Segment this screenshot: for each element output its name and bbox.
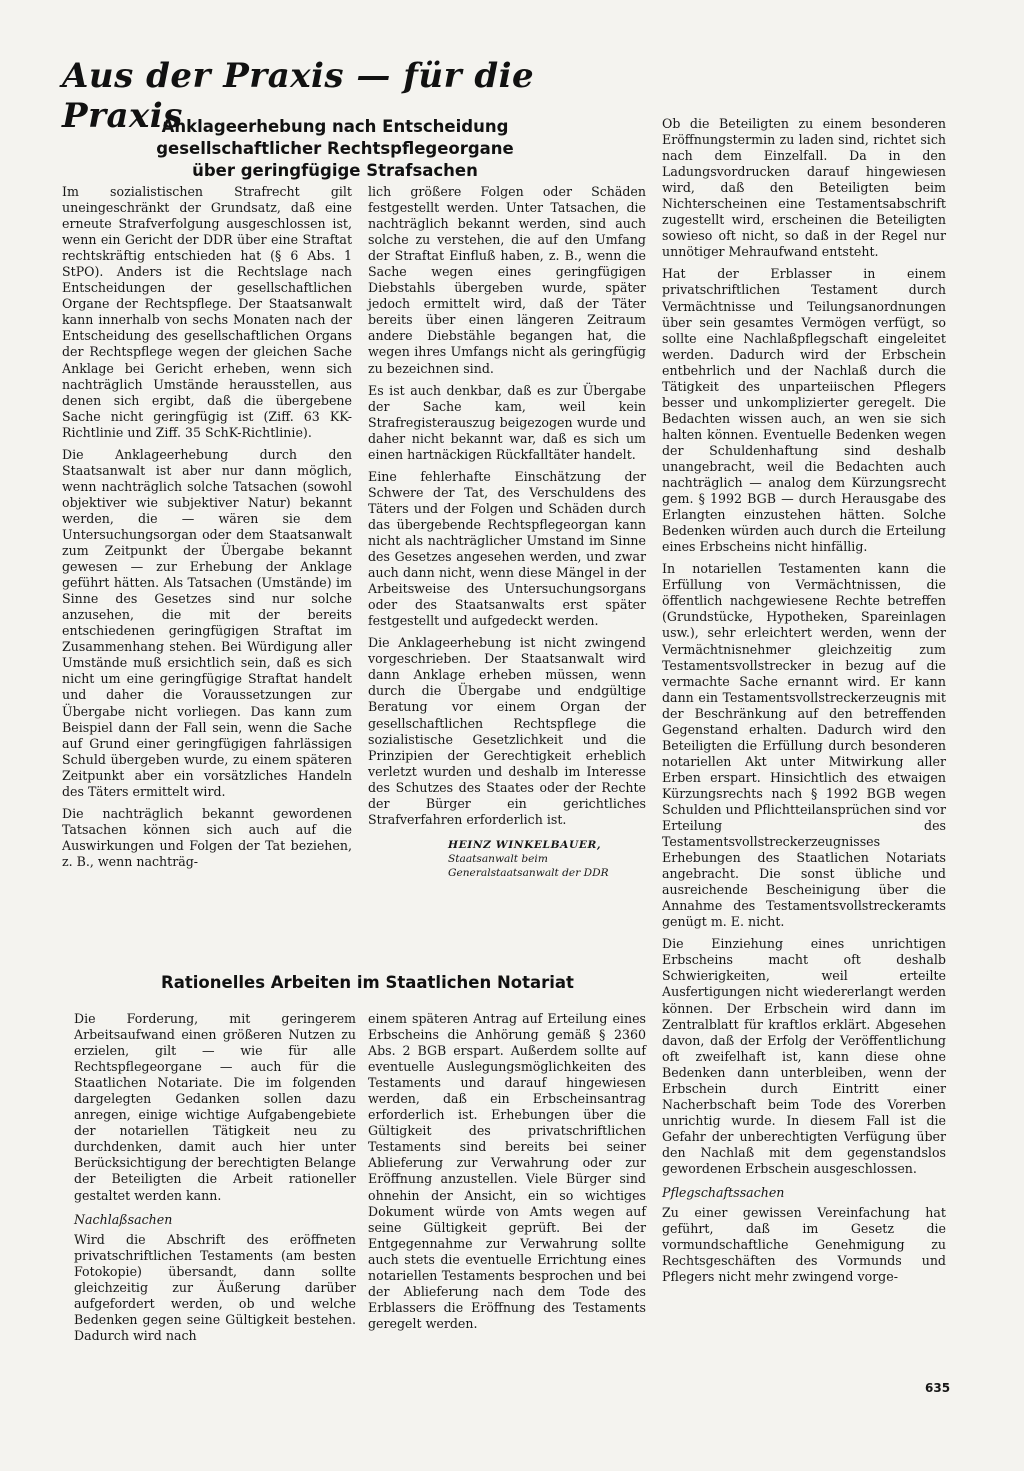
author-affiliation: Generalstaatsanwalt der DDR <box>448 866 609 879</box>
paragraph: In notariellen Testamenten kann die Erfüllung von Vermächtnissen, die öffentlich nachgewiesene Rechte betreffen (Grundstücke, Hypotheken, Spareinlagen usw.), sehr erleichtert werden, wenn der Vermächtnisnehmer gleichzeitig zum Testamentsvollstrecker in bezug auf die vermachte Sache ernannt wird. Er kann dann ein Testamentsvollstreckerzeugnis mit der Beschränkung auf den betreffenden Gegenstand erhalten. Dadurch wird den Beteiligten die Erfüllung durch besonderen notariellen Akt unter Mitwirkung aller Erben erspart. Hinsichtlich des etwaigen Kürzungsrechts nach § 1992 BGB wegen Schulden und Pflichtteilansprüchen sind vor Erteilung des Testamentsvollstreckerzeugnisses Erhebungen des Staatlichen Notariats angebracht. Die sonst übliche und ausreichende Bescheinigung über die Annahme des Testamentsvollstreckeramts genügt m. E. nicht. <box>662 561 946 930</box>
article1-heading-line: über geringfügige Strafsachen <box>192 161 478 180</box>
page-number: 635 <box>925 1381 951 1395</box>
paragraph: Eine fehlerhafte Einschätzung der Schwere der Tat, des Verschuldens des Täters und der Folgen und Schäden durch das übergebende Rechtspflegeorgan kann nicht als nachträglicher Umstand im Sinne des Gesetzes angesehen werden, und zwar auch dann nicht, wenn diese Mängel in der Arbeitsweise des Untersuchungsorgans oder des Staatsanwalts erst später festgestellt und aufgedeckt werden. <box>368 468 646 629</box>
paragraph: Die Forderung, mit geringerem Arbeitsaufwand einen größeren Nutzen zu erzielen, gilt — wie für alle Rechtspflegeorgane — auch für die Staatlichen Notariate. Die im folgenden dargelegten Gedanken sollen dazu anregen, einige wichtige Aufgabengebiete der notariellen Tätigkeit neu zu durchdenken, damit auch hier unter Berücksichtigung der berechtigten Belange der Beteiligten die Arbeit rationeller gestaltet werden kann. <box>74 1011 356 1203</box>
article1-heading <box>150 116 520 182</box>
article1-column-2 <box>368 184 646 880</box>
paragraph: Die nachträglich bekannt gewordenen Tatsachen können sich auch auf die Auswirkungen und Folgen der Tat beziehen, z. B., wenn nachträg- <box>62 805 352 869</box>
author-signature <box>448 838 646 880</box>
paragraph: Im sozialistischen Strafrecht gilt uneingeschränkt der Grundsatz, daß eine erneute Strafverfolgung ausgeschlossen ist, wenn ein Gericht der DDR über eine Straftat rechtskräftig entschieden hat (§ 6 Abs. 1 StPO). Anders ist die Rechtslage nach Entscheidungen der gesellschaftlichen Organe der Rechtspflege. Der Staatsanwalt kann innerhalb von sechs Monaten nach der Entscheidung des gesellschaftlichen Organs der Rechtspflege wegen der gleichen Sache Anklage bei Gericht erheben, wenn sich nachträglich Umstände herausstellen, aus denen sich ergibt, daß die übergebene Sache nicht geringfügig ist (Ziff. 63 KK-Richtlinie und Ziff. 35 SchK-Richtlinie). <box>62 184 352 440</box>
subheading-pflegschaftssachen: Pflegschaftssachen <box>662 1185 785 1201</box>
section-masthead: Aus der Praxis — für die Praxis <box>62 56 535 136</box>
article1-column-1 <box>62 184 352 876</box>
paragraph: Hat der Erblasser in einem privatschriftlichen Testament durch Vermächtnisse und Teilungsanordnungen über sein gesamtes Vermögen verfügt, so sollte eine Nachlaßpflegschaft eingeleitet werden. Dadurch wird der Erbschein entbehrlich und der Nachlaß durch die Tätigkeit des unparteiischen Pflegers besser und unkomplizierter geregelt. Die Bedachten wissen auch, an wen sie sich halten können. Eventuelle Bedenken wegen der Schuldenhaftung sind deshalb unangebracht, weil die Bedachten auch nachträglich — analog dem Kürzungsrecht gem. § 1992 BGB — durch Herausgabe des Erlangten einzustehen hätten. Solche Bedenken würden auch durch die Erteilung eines Erbscheins nicht hinfällig. <box>662 266 946 555</box>
author-name: HEINZ WINKELBAUER, <box>448 838 602 851</box>
article1-heading-line: gesellschaftlicher Rechtspflegeorgane <box>156 139 514 158</box>
paragraph: Die Anklageerhebung durch den Staatsanwalt ist aber nur dann möglich, wenn nachträglich solche Tatsachen (sowohl objektiver wie subjektiver Natur) bekannt werden, die — wären sie dem Untersuchungsorgan oder dem Staatsanwalt zum Zeitpunkt der Übergabe bekannt gewesen — zur Erhebung der Anklage geführt hätten. Als Tatsachen (Umstände) im Sinne des Gesetzes sind nur solche anzusehen, die mit der bereits entschiedenen geringfügigen Straftat im Zusammenhang stehen. Bei Würdigung aller Umstände muß ersichtlich sein, daß es sich nicht um eine geringfügige Straftat handelt und daher die Voraussetzungen zur Übergabe nicht vorliegen. Das kann zum Beispiel dann der Fall sein, wenn die Sache auf Grund einer geringfügigen fahrlässigen Schuld übergeben wurde, zu einem späteren Zeitpunkt aber ein vorsätzliches Handeln des Täters ermittelt wird. <box>62 446 352 799</box>
paragraph: einem späteren Antrag auf Erteilung eines Erbscheins die Anhörung gemäß § 2360 Abs. 2 BGB erspart. Außerdem sollte auf eventuelle Auslegungsmöglichkeiten des Testaments und darauf hingewiesen werden, daß ein Erbscheinsantrag erforderlich ist. Erhebungen über die Gültigkeit des privatschriftlichen Testaments sind bereits bei seiner Ablieferung zur Verwahrung oder zur Eröffnung anzustellen. Viele Bürger sind ohnehin der Ansicht, ein so wichtiges Dokument würde von Amts wegen auf seine Gültigkeit geprüft. Bei der Entgegennahme zur Verwahrung sollte auch stets die eventuelle Errichtung eines notariellen Testaments besprochen und bei der Ablieferung nach dem Tode des Erblassers die Eröffnung des Testaments geregelt werden. <box>368 1011 646 1331</box>
paragraph: Die Anklageerhebung ist nicht zwingend vorgeschrieben. Der Staatsanwalt wird dann Anklage erheben müssen, wenn durch die Übergabe und endgültige Beratung vor einem Organ der gesellschaftlichen Rechtspflege die sozialistische Gesetzlichkeit und die Prinzipien der Gerechtigkeit erheblich verletzt wurden und deshalb im Interesse des Schutzes des Staates oder der Rechte der Bürger ein gerichtliches Strafverfahren erforderlich ist. <box>368 635 646 827</box>
article2-heading: Rationelles Arbeiten im Staatlichen Notariat <box>161 973 574 992</box>
paragraph: Es ist auch denkbar, daß es zur Übergabe der Sache kam, weil kein Strafregisterauszug beigezogen wurde und daher nicht bekannt war, daß es sich um einen hartnäckigen Rückfalltäter handelt. <box>368 382 646 462</box>
paragraph: Wird die Abschrift des eröffneten privatschriftlichen Testaments (am besten Fotokopie) übersandt, dann sollte gleichzeitig zur Äußerung darüber aufgefordert werden, ob und welche Bedenken gegen seine Gültigkeit bestehen. Dadurch wird nach <box>74 1231 356 1343</box>
article2-column-3 <box>662 116 946 1291</box>
paragraph: lich größere Folgen oder Schäden festgestellt werden. Unter Tatsachen, die nachträglich bekannt werden, sind auch solche zu verstehen, die auf den Umfang der Straftat Einfluß haben, z. B., wenn die Sache wegen eines geringfügigen Diebstahls übergeben wurde, später jedoch ermittelt wird, daß der Täter bereits über einen längeren Zeitraum andere Diebstähle begangen hat, die wegen ihres Umfangs nicht als geringfügig zu bezeichnen sind. <box>368 184 646 376</box>
subheading-nachlasssachen: Nachlaßsachen <box>74 1211 173 1227</box>
author-title: Staatsanwalt beim <box>448 852 548 865</box>
paragraph: Ob die Beteiligten zu einem besonderen Eröffnungstermin zu laden sind, richtet sich nach dem Einzelfall. Da in den Ladungsvordrucken darauf hingewiesen wird, daß den Beteiligten beim Nichterscheinen eine Testamentsabschrift zugestellt wird, erscheinen die Beteiligten sowieso oft nicht, so daß in der Regel nur unnötiger Mehraufwand entsteht. <box>662 116 946 260</box>
article1-heading-line: Anklageerhebung nach Entscheidung <box>161 117 509 136</box>
article2-column-2 <box>368 1011 646 1338</box>
paragraph: Die Einziehung eines unrichtigen Erbscheins macht oft deshalb Schwierigkeiten, weil erteilte Ausfertigungen nicht wiedererlangt werden können. Der Erbschein wird dann im Zentralblatt für kraftlos erklärt. Abgesehen davon, daß der Erfolg der Veröffentlichung oft zweifelhaft ist, kann diese ohne Bedenken dann unterbleiben, wenn der Erbschein durch Eintritt einer Nacherbschaft beim Tode des Vorerben unrichtig wurde. In diesem Fall ist die Gefahr der unberechtigten Verfügung über den Nachlaß mit dem gegenstandslos gewordenen Erbschein ausgeschlossen. <box>662 936 946 1176</box>
article2-column-1 <box>74 1011 356 1350</box>
paragraph: Zu einer gewissen Vereinfachung hat geführt, daß im Gesetz die vormundschaftliche Genehmigung zu Rechtsgeschäften des Vormunds und Pflegers nicht mehr zwingend vorge- <box>662 1205 946 1285</box>
